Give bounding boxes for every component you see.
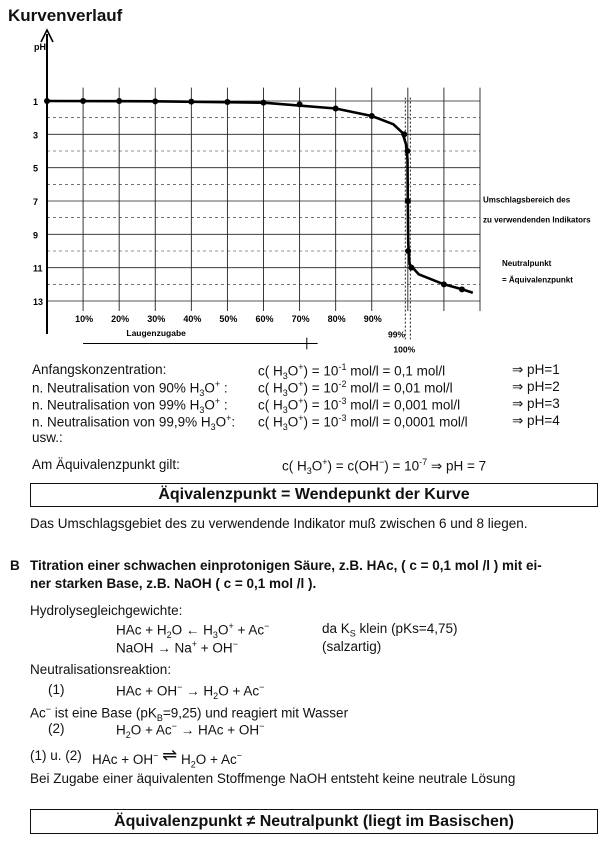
x-tick-label: 80%: [327, 314, 346, 324]
reaction-2: $H_2O + Ac^-$ → HAc + OH−: [116, 721, 265, 741]
reaction-combined: HAc + OH− ⇌ $H_2O + Ac^-$: [92, 745, 242, 770]
x-axis-label: Laugenzugabe: [126, 328, 186, 338]
y-tick-label: 7: [33, 197, 39, 207]
y-tick-label: 13: [33, 297, 44, 307]
calc-row-result: ⇒ pH=1: [512, 362, 560, 377]
data-point: [333, 106, 339, 112]
label-99-percent: 99%: [387, 329, 406, 340]
data-point: [369, 113, 375, 119]
calc-row-equation: c( $H_3O^+) = 10^{-1}$ mol/l = 0,1 mol/l: [258, 362, 446, 382]
conclusion-text: Bei Zugabe einer äquivalenten Stoffmenge NaOH entsteht keine neutrale Lösung: [30, 771, 516, 786]
equivalence-equation: c( $H_3O^+) = c(OH^-) = 10^{-7}$ ⇒ pH = 7: [282, 457, 487, 477]
box-equivalence-inflection: Äqivalenzpunkt = Wendepunkt der Kurve: [30, 483, 598, 507]
calc-row-label: n. Neutralisation von 99,9% $H_3O^+$:: [32, 413, 236, 433]
y-tick-label: 11: [33, 263, 43, 274]
calc-row-result: ⇒ pH=2: [512, 379, 560, 394]
reaction-1: HAc + $OH^- \to H_2O + Ac^-$: [116, 682, 265, 702]
calc-row-result: ⇒ pH=4: [512, 413, 560, 428]
y-tick-label: 1: [33, 97, 39, 107]
hydrolysis-eq-2-note: (salzartig): [322, 639, 382, 654]
calc-row-label: Anfangskonzentration:: [32, 362, 167, 377]
page-title: Kurvenverlauf: [8, 6, 123, 25]
data-point: [405, 198, 411, 204]
section-b-marker: B: [10, 558, 20, 573]
neutral-point-label-2: = Äquivalenzpunkt: [502, 275, 573, 285]
y-tick-label: 3: [33, 130, 39, 141]
y-tick-label: 9: [33, 230, 39, 241]
data-point: [405, 248, 411, 254]
data-point: [297, 101, 303, 107]
x-tick-label: 70%: [291, 314, 310, 324]
indicator-text: Das Umschlagsgebiet des zu verwendende Indikator muß zwischen 6 und 8 liegen.: [30, 516, 528, 531]
data-point: [459, 286, 465, 292]
x-tick-label: 50%: [219, 314, 238, 324]
indicator-range-label-2: zu verwendenden Indikators: [483, 215, 591, 225]
hydrolysis-eq-2: NaOH → Na+ + OH−: [116, 639, 238, 656]
label-100-percent: 100%: [393, 344, 416, 355]
neutralisation-title: Neutralisationsreaktion:: [30, 662, 172, 677]
calc-usw: usw.:: [32, 430, 63, 445]
data-point: [404, 148, 410, 154]
calc-row-equation: c( $H_3O^+) = 10^{-3}$ mol/l = 0,0001 mol/l: [258, 413, 468, 433]
hydrolysis-eq-1-note: da $K_S$ klein (pKs=4,75): [322, 621, 458, 639]
calc-row-label: n. Neutralisation von 99% $H_3O^+$ :: [32, 396, 228, 416]
data-point: [408, 265, 414, 271]
reaction-combined-number: (1) u. (2): [30, 748, 82, 763]
equilibrium-arrow-icon: ⇌: [162, 745, 178, 765]
data-point: [188, 99, 194, 105]
indicator-range-label-1: Umschlagsbereich des: [483, 195, 571, 205]
data-point: [116, 98, 122, 104]
data-point: [80, 98, 86, 104]
x-tick-label: 40%: [183, 314, 202, 324]
equivalence-label: Am Äquivalenzpunkt gilt:: [32, 457, 180, 472]
calc-row-result: ⇒ pH=3: [512, 396, 560, 411]
hydrolysis-title: Hydrolysegleichgewichte:: [30, 603, 183, 618]
data-point: [224, 99, 230, 105]
box-equivalence-not-neutral: Äquivalenzpunkt ≠ Neutralpunkt (liegt im Basischen): [30, 809, 598, 834]
y-axis-label: pH: [34, 42, 46, 52]
data-point: [44, 98, 50, 104]
acetate-base-text: Ac− ist eine Base $(pK_B=9,25)$ und reagiert mit Wasser: [30, 704, 349, 724]
titration-curve-line: [47, 101, 473, 293]
y-tick-label: 5: [33, 163, 39, 174]
calc-row-equation: c( $H_3O^+) = 10^{-3}$ mol/l = 0,001 mol/l: [258, 396, 461, 416]
x-tick-label: 10%: [75, 314, 94, 324]
data-point: [441, 281, 447, 287]
section-b-title-line1: Titration einer schwachen einprotonigen Säure, z.B. HAc, ( c = 0,1 mol /l ) mit ei-: [30, 558, 542, 573]
neutral-point-label-1: Neutralpunkt: [502, 259, 552, 268]
data-point: [401, 131, 407, 137]
calc-row-label: n. Neutralisation von 90% $H_3O^+$ :: [32, 379, 228, 399]
x-tick-label: 20%: [111, 314, 130, 324]
data-point: [152, 98, 158, 104]
reaction-1-number: (1): [48, 682, 65, 697]
reaction-2-number: (2): [48, 721, 65, 736]
x-tick-label: 30%: [147, 314, 166, 324]
titration-curve-chart: [0, 28, 610, 355]
x-tick-label: 60%: [255, 314, 274, 324]
data-point: [261, 100, 267, 106]
x-tick-label: 90%: [363, 314, 382, 324]
section-b-title-line2: ner starken Base, z.B. NaOH ( c = 0,1 mol /l ).: [30, 576, 317, 591]
calc-row-equation: c( $H_3O^+) = 10^{-2}$ mol/l = 0,01 mol/l: [258, 379, 453, 399]
hydrolysis-eq-1: HAc + $H_2O$ ← $H_3O^+ + Ac^-$: [116, 621, 270, 641]
